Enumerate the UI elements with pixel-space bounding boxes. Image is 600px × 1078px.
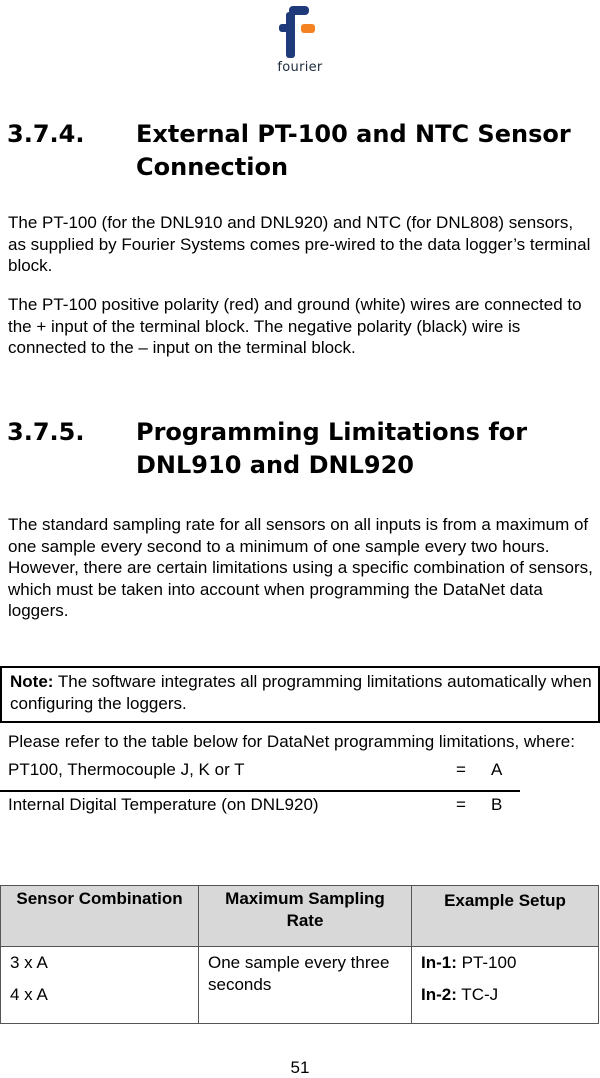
separator-line	[0, 790, 520, 792]
section-number: 3.7.4.	[7, 120, 85, 148]
section-title: External PT-100 and NTC Sensor Connection	[136, 120, 571, 181]
table-row	[1, 947, 599, 1024]
paragraph: Please refer to the table below for DataNet programming limitations, where:	[8, 732, 575, 751]
section-title: Programming Limitations for DNL910 and DNL920	[136, 418, 528, 479]
table-cell-combination	[1, 947, 199, 1024]
combination-value: 4 x A	[10, 985, 48, 1004]
setup-entry	[421, 952, 589, 974]
column-header: Example Setup	[412, 886, 599, 947]
table-cell-setup	[412, 947, 599, 1024]
setup-value: TC-J	[456, 985, 499, 1004]
column-header: Sensor Combination	[1, 886, 199, 947]
combination-value: 3 x A	[10, 953, 48, 972]
note-text: The software integrates all programming limitations automatically when configuring the loggers.	[10, 672, 592, 713]
fourier-logo	[0, 0, 600, 80]
setup-label: In-1:	[421, 953, 457, 972]
definition-symbol: B	[491, 795, 503, 814]
limitations-table	[0, 885, 599, 1024]
paragraph: The PT-100 (for the DNL910 and DNL920) and NTC (for DNL808) sensors, as supplied by Fourier Systems comes pre-wired to the data logger’s terminal block.	[8, 213, 591, 275]
definition-term: PT100, Thermocouple J, K or T	[8, 760, 245, 779]
definition-equals: =	[456, 795, 466, 814]
definition-term: Internal Digital Temperature (on DNL920)	[8, 795, 319, 814]
page-number: 51	[290, 1058, 310, 1077]
table-cell-rate: One sample every three seconds	[199, 947, 412, 1024]
definition-equals: =	[456, 760, 466, 779]
setup-entry	[421, 984, 589, 1006]
paragraph: The PT-100 positive polarity (red) and ground (white) wires are connected to the + input of the terminal block. The negative polarity (black) wire is connected to the – input on the terminal block.	[8, 295, 582, 357]
fourier-logo-icon	[276, 2, 324, 60]
section-number: 3.7.5.	[7, 418, 85, 446]
column-header: Maximum Sampling Rate	[199, 886, 412, 947]
definition-symbol: A	[491, 760, 503, 779]
note-label: Note:	[10, 672, 54, 691]
note-box	[0, 666, 600, 723]
logo-wordmark: fourier	[277, 60, 323, 75]
setup-value: PT-100	[456, 953, 517, 972]
table-header-row	[1, 886, 599, 947]
setup-label: In-2:	[421, 985, 457, 1004]
paragraph: The standard sampling rate for all sensors on all inputs is from a maximum of one sample every second to a minimum of one sample every two hours. However, there are certain limitations using a specific combination of sensors, which must be taken into account when programming the DataNet data loggers.	[8, 515, 593, 620]
